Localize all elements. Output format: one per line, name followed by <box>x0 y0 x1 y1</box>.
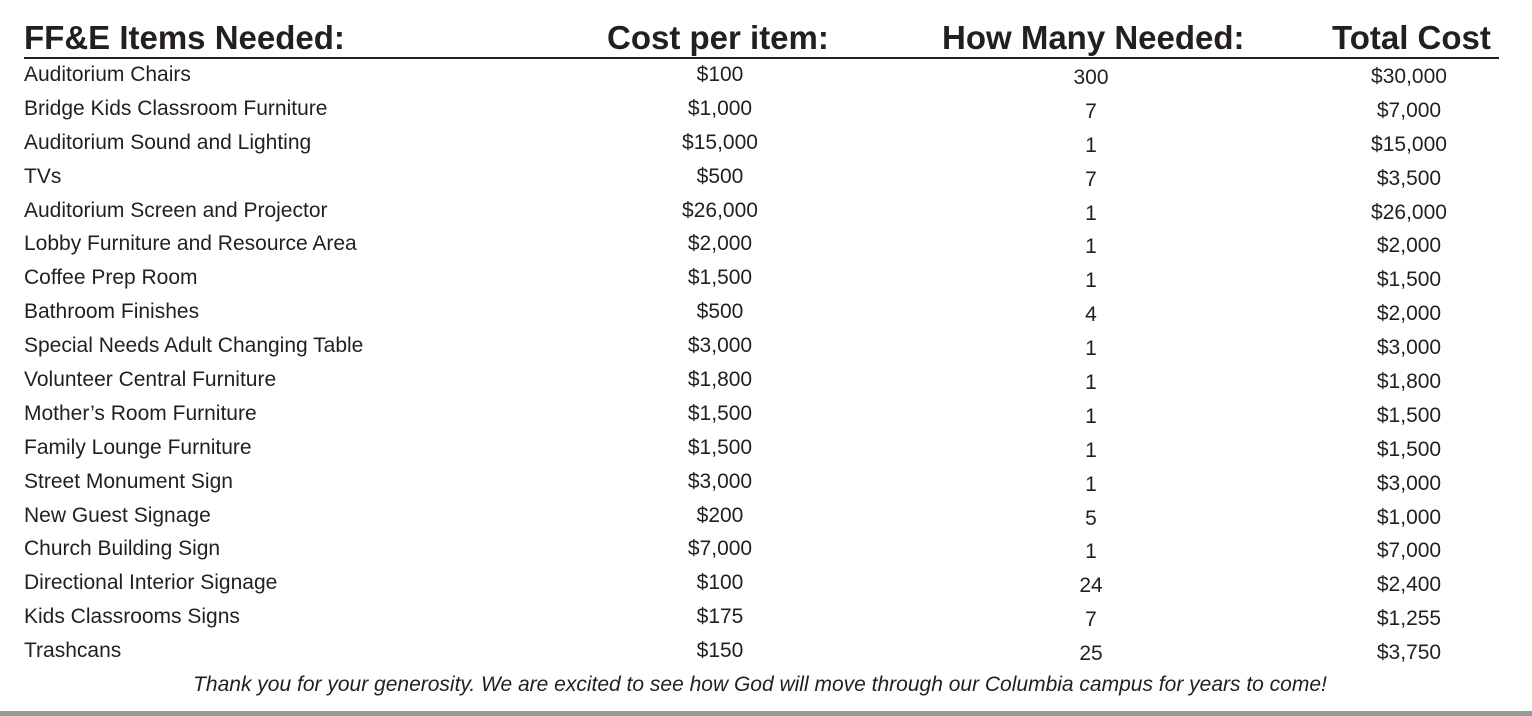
total-cost-cell: $7,000 <box>1376 98 1442 122</box>
quantity-needed-cell: 7 <box>1085 167 1097 191</box>
item-name-cell: Family Lounge Furniture <box>24 435 252 459</box>
cost-per-item-cell: $15,000 <box>682 130 758 154</box>
total-cost-cell: $2,000 <box>1376 302 1442 326</box>
header-items-needed: FF&E Items Needed: <box>24 19 345 56</box>
total-cost-cell: $3,750 <box>1376 641 1442 665</box>
table-row <box>0 534 1532 568</box>
cost-per-item-cell: $1,000 <box>687 96 753 120</box>
table-row <box>0 568 1532 602</box>
cost-per-item-cell: $500 <box>696 164 744 188</box>
total-cost-cell: $7,000 <box>1376 539 1442 563</box>
table-row <box>0 433 1532 467</box>
cost-per-item-cell: $1,800 <box>687 368 753 392</box>
item-name-cell: Directional Interior Signage <box>24 571 278 595</box>
quantity-needed-cell: 1 <box>1085 269 1097 293</box>
item-name-cell: TVs <box>24 164 62 188</box>
items-table-body <box>0 60 1532 670</box>
total-cost-cell: $1,500 <box>1376 268 1442 292</box>
total-cost-cell: $3,000 <box>1376 471 1442 495</box>
table-row <box>0 60 1532 94</box>
item-name-cell: Lobby Furniture and Resource Area <box>24 232 357 256</box>
cost-per-item-cell: $150 <box>696 639 744 663</box>
cost-per-item-cell: $2,000 <box>687 232 753 256</box>
total-cost-cell: $1,255 <box>1376 607 1442 631</box>
item-name-cell: Church Building Sign <box>24 537 221 561</box>
item-name-cell: Auditorium Sound and Lighting <box>24 130 312 154</box>
total-cost-cell: $30,000 <box>1371 65 1447 88</box>
total-cost-cell: $1,800 <box>1376 370 1442 394</box>
total-cost-cell: $2,400 <box>1376 573 1442 597</box>
table-row <box>0 196 1532 230</box>
cost-per-item-cell: $500 <box>696 300 744 324</box>
cost-per-item-cell: $100 <box>696 571 744 595</box>
item-name-cell: Kids Classrooms Signs <box>24 605 240 629</box>
quantity-needed-cell: 25 <box>1079 642 1103 666</box>
header-underline <box>24 57 1499 59</box>
table-row <box>0 467 1532 501</box>
quantity-needed-cell: 7 <box>1085 99 1097 123</box>
cost-per-item-cell: $200 <box>696 503 744 527</box>
table-row <box>0 636 1532 670</box>
bottom-divider <box>0 711 1532 716</box>
quantity-needed-cell: 1 <box>1085 371 1097 395</box>
quantity-needed-cell: 1 <box>1085 472 1097 496</box>
cost-per-item-cell: $26,000 <box>682 198 758 222</box>
cost-per-item-cell: $7,000 <box>687 537 753 561</box>
item-name-cell: Volunteer Central Furniture <box>24 368 277 392</box>
quantity-needed-cell: 1 <box>1085 133 1097 157</box>
quantity-needed-cell: 4 <box>1085 303 1097 327</box>
table-row <box>0 263 1532 297</box>
header-cost-per-item: Cost per item: <box>607 19 829 56</box>
cost-per-item-cell: $1,500 <box>687 266 753 290</box>
quantity-needed-cell: 1 <box>1085 337 1097 361</box>
cost-per-item-cell: $175 <box>696 605 744 629</box>
total-cost-cell: $1,500 <box>1376 437 1442 461</box>
quantity-needed-cell: 1 <box>1085 438 1097 462</box>
quantity-needed-cell: 7 <box>1085 608 1097 632</box>
cost-per-item-cell: $1,500 <box>687 401 753 425</box>
total-cost-cell: $26,000 <box>1371 200 1447 224</box>
item-name-cell: Bridge Kids Classroom Furniture <box>24 96 328 120</box>
quantity-needed-cell: 24 <box>1079 574 1103 598</box>
item-name-cell: Auditorium Screen and Projector <box>24 198 328 222</box>
item-name-cell: Special Needs Adult Changing Table <box>24 334 364 358</box>
item-name-cell: Street Monument Sign <box>24 469 233 493</box>
item-name-cell: Mother’s Room Furniture <box>24 401 257 425</box>
table-row <box>0 399 1532 433</box>
total-cost-cell: $15,000 <box>1371 132 1447 156</box>
total-cost-cell: $3,500 <box>1376 166 1442 190</box>
quantity-needed-cell: 1 <box>1085 404 1097 428</box>
cost-per-item-cell: $1,500 <box>687 435 753 459</box>
quantity-needed-cell: 5 <box>1085 506 1097 530</box>
item-name-cell: Auditorium Chairs <box>24 63 191 86</box>
table-row <box>0 501 1532 535</box>
header-how-many-needed: How Many Needed: <box>942 19 1245 56</box>
header-total-cost: Total Cost <box>1332 19 1491 56</box>
quantity-needed-cell: 1 <box>1085 201 1097 225</box>
table-row <box>0 94 1532 128</box>
table-row <box>0 162 1532 196</box>
item-name-cell: New Guest Signage <box>24 503 211 527</box>
item-name-cell: Coffee Prep Room <box>24 266 198 290</box>
table-row <box>0 602 1532 636</box>
total-cost-cell: $3,000 <box>1376 336 1442 360</box>
item-name-cell: Trashcans <box>24 639 122 663</box>
table-row <box>0 331 1532 365</box>
cost-per-item-cell: $100 <box>696 63 744 86</box>
item-name-cell: Bathroom Finishes <box>24 300 200 324</box>
table-row <box>0 365 1532 399</box>
quantity-needed-cell: 300 <box>1073 66 1109 89</box>
total-cost-cell: $1,000 <box>1376 505 1442 529</box>
cost-per-item-cell: $3,000 <box>687 469 753 493</box>
quantity-needed-cell: 1 <box>1085 235 1097 259</box>
quantity-needed-cell: 1 <box>1085 540 1097 564</box>
table-row <box>0 229 1532 263</box>
table-row <box>0 297 1532 331</box>
total-cost-cell: $2,000 <box>1376 234 1442 258</box>
cost-per-item-cell: $3,000 <box>687 334 753 358</box>
total-cost-cell: $1,500 <box>1376 403 1442 427</box>
thank-you-note: Thank you for your generosity. We are excited to see how God will move through our Columbia campus for years to come! <box>193 673 1327 696</box>
table-row <box>0 128 1532 162</box>
